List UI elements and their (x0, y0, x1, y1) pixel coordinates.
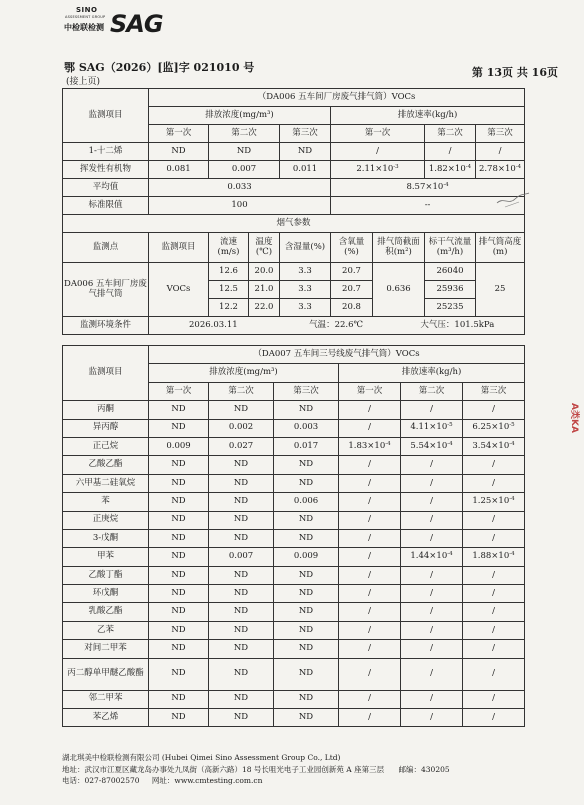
rate-cell: / (401, 658, 463, 690)
rate-cell: / (463, 690, 525, 708)
table-row (63, 529, 525, 547)
footer-company: 湖北琪美中检联检测有限公司 (Hubei Qimei Sino Assessment Group Co., Ltd) (62, 753, 341, 762)
table-row (63, 511, 525, 529)
rate-cell: / (339, 548, 401, 566)
trial-3-rate: 第三次 (476, 125, 525, 143)
rate-cell: / (339, 529, 401, 547)
rate-cell: / (463, 456, 525, 474)
compound-name: 甲苯 (63, 548, 149, 566)
da007-rows (63, 401, 525, 727)
compound-name: 对间二甲苯 (63, 640, 149, 658)
table-row: 1-十二烯 ND ND ND / / / (63, 143, 525, 161)
rate-cell: / (339, 585, 401, 603)
average-row: 平均值 0.033 $8.57\times 10^{-4}$ (63, 179, 525, 197)
concentration-cell: ND (209, 529, 274, 547)
rate-cell: / (463, 603, 525, 621)
rate-cell: / (401, 529, 463, 547)
source-title: （DA007 五车间三号线废气排气筒）VOCs (149, 346, 525, 364)
concentration-cell: ND (209, 603, 274, 621)
concentration-cell: 0.003 (274, 419, 339, 437)
compound-name: 丙酮 (63, 401, 149, 419)
rate-cell: / (401, 474, 463, 492)
concentration-cell: ND (209, 690, 274, 708)
rate-cell: / (339, 658, 401, 690)
rate-cell: / (401, 690, 463, 708)
flue-row: 12.5 21.0 3.3 20.7 25936 (63, 281, 525, 299)
flue-height: 25 (476, 263, 525, 317)
rate-cell: / (463, 621, 525, 639)
concentration-cell: ND (209, 621, 274, 639)
rate-cell: / (401, 511, 463, 529)
concentration-cell: 0.027 (209, 437, 274, 455)
rate-header: 排放速率(kg/h) (339, 364, 525, 382)
da006-results-table (62, 88, 525, 335)
compound-name: 3-戊酮 (63, 529, 149, 547)
report-number: 鄂 SAG（2026）[监]字 021010 号 (64, 61, 255, 74)
rate-cell: / (401, 401, 463, 419)
concentration-cell: ND (149, 621, 209, 639)
concentration-cell: ND (149, 709, 209, 727)
concentration-cell: ND (149, 690, 209, 708)
compound-name: 正庚烷 (63, 511, 149, 529)
flue-item: VOCs (149, 263, 209, 317)
limit-row: 标准限值 100 -- (63, 197, 525, 215)
concentration-cell: ND (274, 566, 339, 584)
rate-cell: / (339, 401, 401, 419)
table-row (63, 419, 525, 437)
env-row: 监测环境条件 2026.03.11 气温：22.6℃ 大气压：101.5kPa (63, 317, 525, 335)
rate-header: 排放速率(kg/h) (331, 107, 525, 125)
concentration-cell: ND (149, 456, 209, 474)
concentration-cell: ND (149, 548, 209, 566)
table-row (63, 621, 525, 639)
rate-cell: / (339, 456, 401, 474)
table-row (63, 690, 525, 708)
flue-title: 烟气参数 (63, 215, 525, 233)
concentration-cell: ND (274, 690, 339, 708)
concentration-cell: ND (209, 709, 274, 727)
table-row (63, 603, 525, 621)
compound-name: 乙苯 (63, 621, 149, 639)
concentration-cell: ND (149, 566, 209, 584)
concentration-cell: ND (149, 640, 209, 658)
concentration-cell: ND (209, 493, 274, 511)
compound-name: 异丙醇 (63, 419, 149, 437)
flue-point: DA006 五车间厂房废气排气筒 (63, 263, 149, 317)
concentration-cell: ND (274, 456, 339, 474)
logo-tagline: ASSESSMENT GROUP (65, 15, 106, 19)
trial-2-conc: 第二次 (209, 125, 280, 143)
rate-cell: / (339, 621, 401, 639)
table-row (63, 401, 525, 419)
compound-name: 正己烷 (63, 437, 149, 455)
concentration-cell: ND (149, 529, 209, 547)
table-row: 挥发性有机物 0.081 0.007 0.011 $2.11\times 10^{-3}$ $1.82\times 10^{-4}$ $2.78\times 10^{-4}$ (63, 161, 525, 179)
rate-cell: $3.54\times 10^{-4}$ (463, 437, 525, 455)
flue-row: 12.2 22.0 3.3 20.8 25235 (63, 299, 525, 317)
compound-name: 苯乙烯 (63, 709, 149, 727)
footer-address: 地址：武汉市江夏区藏龙岛办事处九凤街（高新六路）18 号长咀光电子工业园创新苑 A 座第三层 (62, 764, 385, 774)
concentration-cell: ND (149, 585, 209, 603)
rate-cell: / (463, 529, 525, 547)
concentration-cell: ND (209, 456, 274, 474)
rate-cell: / (463, 511, 525, 529)
footer-phone: 电话：027-87002570 (62, 776, 140, 785)
flue-header-row: 监测点 监测项目 流速(m/s) 温度(℃) 含湿量(%) 含氧量(%) 排气筒截面积(m²) 标干气流量(m³/h) 排气筒高度(m) (63, 233, 525, 263)
concentration-cell: ND (274, 585, 339, 603)
concentration-cell: 0.007 (209, 548, 274, 566)
concentration-header: 排放浓度(mg/m³) (149, 107, 331, 125)
concentration-cell: ND (274, 529, 339, 547)
rate-cell: $1.88\times 10^{-4}$ (463, 548, 525, 566)
trial-1-conc: 第一次 (149, 382, 209, 400)
rate-cell: $1.25\times 10^{-4}$ (463, 493, 525, 511)
compound-name: 乙酸丁酯 (63, 566, 149, 584)
rate-cell: / (401, 621, 463, 639)
rate-cell: / (339, 603, 401, 621)
table-row (63, 474, 525, 492)
compound-name: 环戊酮 (63, 585, 149, 603)
signature-mark (495, 187, 531, 209)
rate-cell: / (339, 474, 401, 492)
rate-cell: / (463, 709, 525, 727)
concentration-cell: ND (274, 621, 339, 639)
concentration-cell: ND (274, 401, 339, 419)
concentration-header: 排放浓度(mg/m³) (149, 364, 339, 382)
concentration-cell: ND (274, 658, 339, 690)
rate-cell: / (463, 566, 525, 584)
concentration-cell: ND (274, 474, 339, 492)
concentration-cell: ND (274, 709, 339, 727)
rate-cell: / (339, 640, 401, 658)
concentration-cell: ND (149, 511, 209, 529)
rate-cell: / (463, 658, 525, 690)
trial-2-conc: 第二次 (209, 382, 274, 400)
concentration-cell: 0.002 (209, 419, 274, 437)
rate-cell: / (401, 566, 463, 584)
trial-3-conc: 第三次 (280, 125, 331, 143)
item-header: 监测项目 (63, 346, 149, 401)
rate-cell: / (401, 603, 463, 621)
concentration-cell: ND (274, 640, 339, 658)
table-row (63, 640, 525, 658)
concentration-cell: ND (209, 585, 274, 603)
company-logo (62, 6, 162, 58)
rate-cell: $1.83\times 10^{-4}$ (339, 437, 401, 455)
compound-name: 乙酸乙酯 (63, 456, 149, 474)
concentration-cell: ND (149, 493, 209, 511)
concentration-cell: 0.009 (274, 548, 339, 566)
rate-cell: / (339, 709, 401, 727)
concentration-cell: ND (149, 474, 209, 492)
page-number: 第 13页 共 16页 (471, 66, 558, 79)
item-header: 监测项目 (63, 89, 149, 143)
concentration-cell: ND (149, 658, 209, 690)
rate-cell: / (339, 690, 401, 708)
source-title: （DA006 五车间厂房废气排气筒）VOCs (149, 89, 525, 107)
rate-cell: / (401, 709, 463, 727)
trial-1-rate: 第一次 (331, 125, 425, 143)
footer (62, 752, 532, 787)
rate-cell: / (463, 640, 525, 658)
rate-cell: / (339, 511, 401, 529)
flue-area: 0.636 (373, 263, 425, 317)
concentration-cell: ND (209, 658, 274, 690)
footer-address-line (62, 764, 532, 776)
concentration-cell: ND (209, 566, 274, 584)
footer-contact-line (62, 775, 532, 787)
rate-cell: / (463, 474, 525, 492)
rate-cell: / (401, 585, 463, 603)
footer-website: 网址：www.cmtesting.com.cn (151, 776, 263, 785)
compound-name: 乳酸乙酯 (63, 603, 149, 621)
concentration-cell: ND (149, 603, 209, 621)
rate-cell: / (463, 401, 525, 419)
logo-sino-text: SINO (76, 6, 98, 14)
table-row (63, 585, 525, 603)
logo-cn-text: 中检联检测 (64, 23, 104, 32)
rate-cell: / (339, 419, 401, 437)
rate-cell: / (339, 493, 401, 511)
env-date: 2026.03.11 (189, 319, 238, 330)
table-row (63, 548, 525, 566)
rate-cell: / (339, 566, 401, 584)
table-row (63, 658, 525, 690)
compound-name: 丙二醇单甲醚乙酸酯 (63, 658, 149, 690)
concentration-cell: 0.006 (274, 493, 339, 511)
concentration-cell: ND (149, 401, 209, 419)
footer-postcode: 邮编：430205 (398, 764, 450, 774)
trial-2-rate: 第二次 (425, 125, 476, 143)
trial-1-conc: 第一次 (149, 125, 209, 143)
trial-1-rate: 第一次 (339, 382, 401, 400)
table-row (63, 493, 525, 511)
logo-sag-text: SAG (110, 10, 163, 38)
table-row (63, 456, 525, 474)
concentration-cell: ND (209, 474, 274, 492)
rate-cell: $1.44\times 10^{-4}$ (401, 548, 463, 566)
rate-cell: / (401, 493, 463, 511)
rate-cell: $6.25\times 10^{-5}$ (463, 419, 525, 437)
concentration-cell: 0.009 (149, 437, 209, 455)
compound-name: 苯 (63, 493, 149, 511)
concentration-cell: ND (274, 511, 339, 529)
rate-cell: $5.54\times 10^{-4}$ (401, 437, 463, 455)
flue-row: DA006 五车间厂房废气排气筒 VOCs 12.6 20.0 3.3 20.7 0.636 26040 25 (63, 263, 525, 281)
concentration-cell: ND (209, 640, 274, 658)
rate-cell: / (401, 456, 463, 474)
env-temp: 气温：22.6℃ (309, 319, 364, 330)
da007-results-table (62, 345, 525, 727)
continued-note: (接上页) (66, 77, 101, 87)
concentration-cell: 0.017 (274, 437, 339, 455)
env-pressure: 大气压：101.5kPa (420, 319, 495, 330)
seal-stamp-edge: A类KA (569, 403, 579, 433)
trial-2-rate: 第二次 (401, 382, 463, 400)
rate-cell: $4.11\times 10^{-5}$ (401, 419, 463, 437)
rate-cell: / (401, 640, 463, 658)
rate-cell: / (463, 585, 525, 603)
concentration-cell: ND (274, 603, 339, 621)
table-row (63, 437, 525, 455)
concentration-cell: ND (209, 511, 274, 529)
table-row (63, 709, 525, 727)
concentration-cell: ND (209, 401, 274, 419)
concentration-cell: ND (149, 419, 209, 437)
compound-name: 六甲基二硅氧烷 (63, 474, 149, 492)
table-row (63, 566, 525, 584)
trial-3-conc: 第三次 (274, 382, 339, 400)
trial-3-rate: 第三次 (463, 382, 525, 400)
compound-name: 邻二甲苯 (63, 690, 149, 708)
